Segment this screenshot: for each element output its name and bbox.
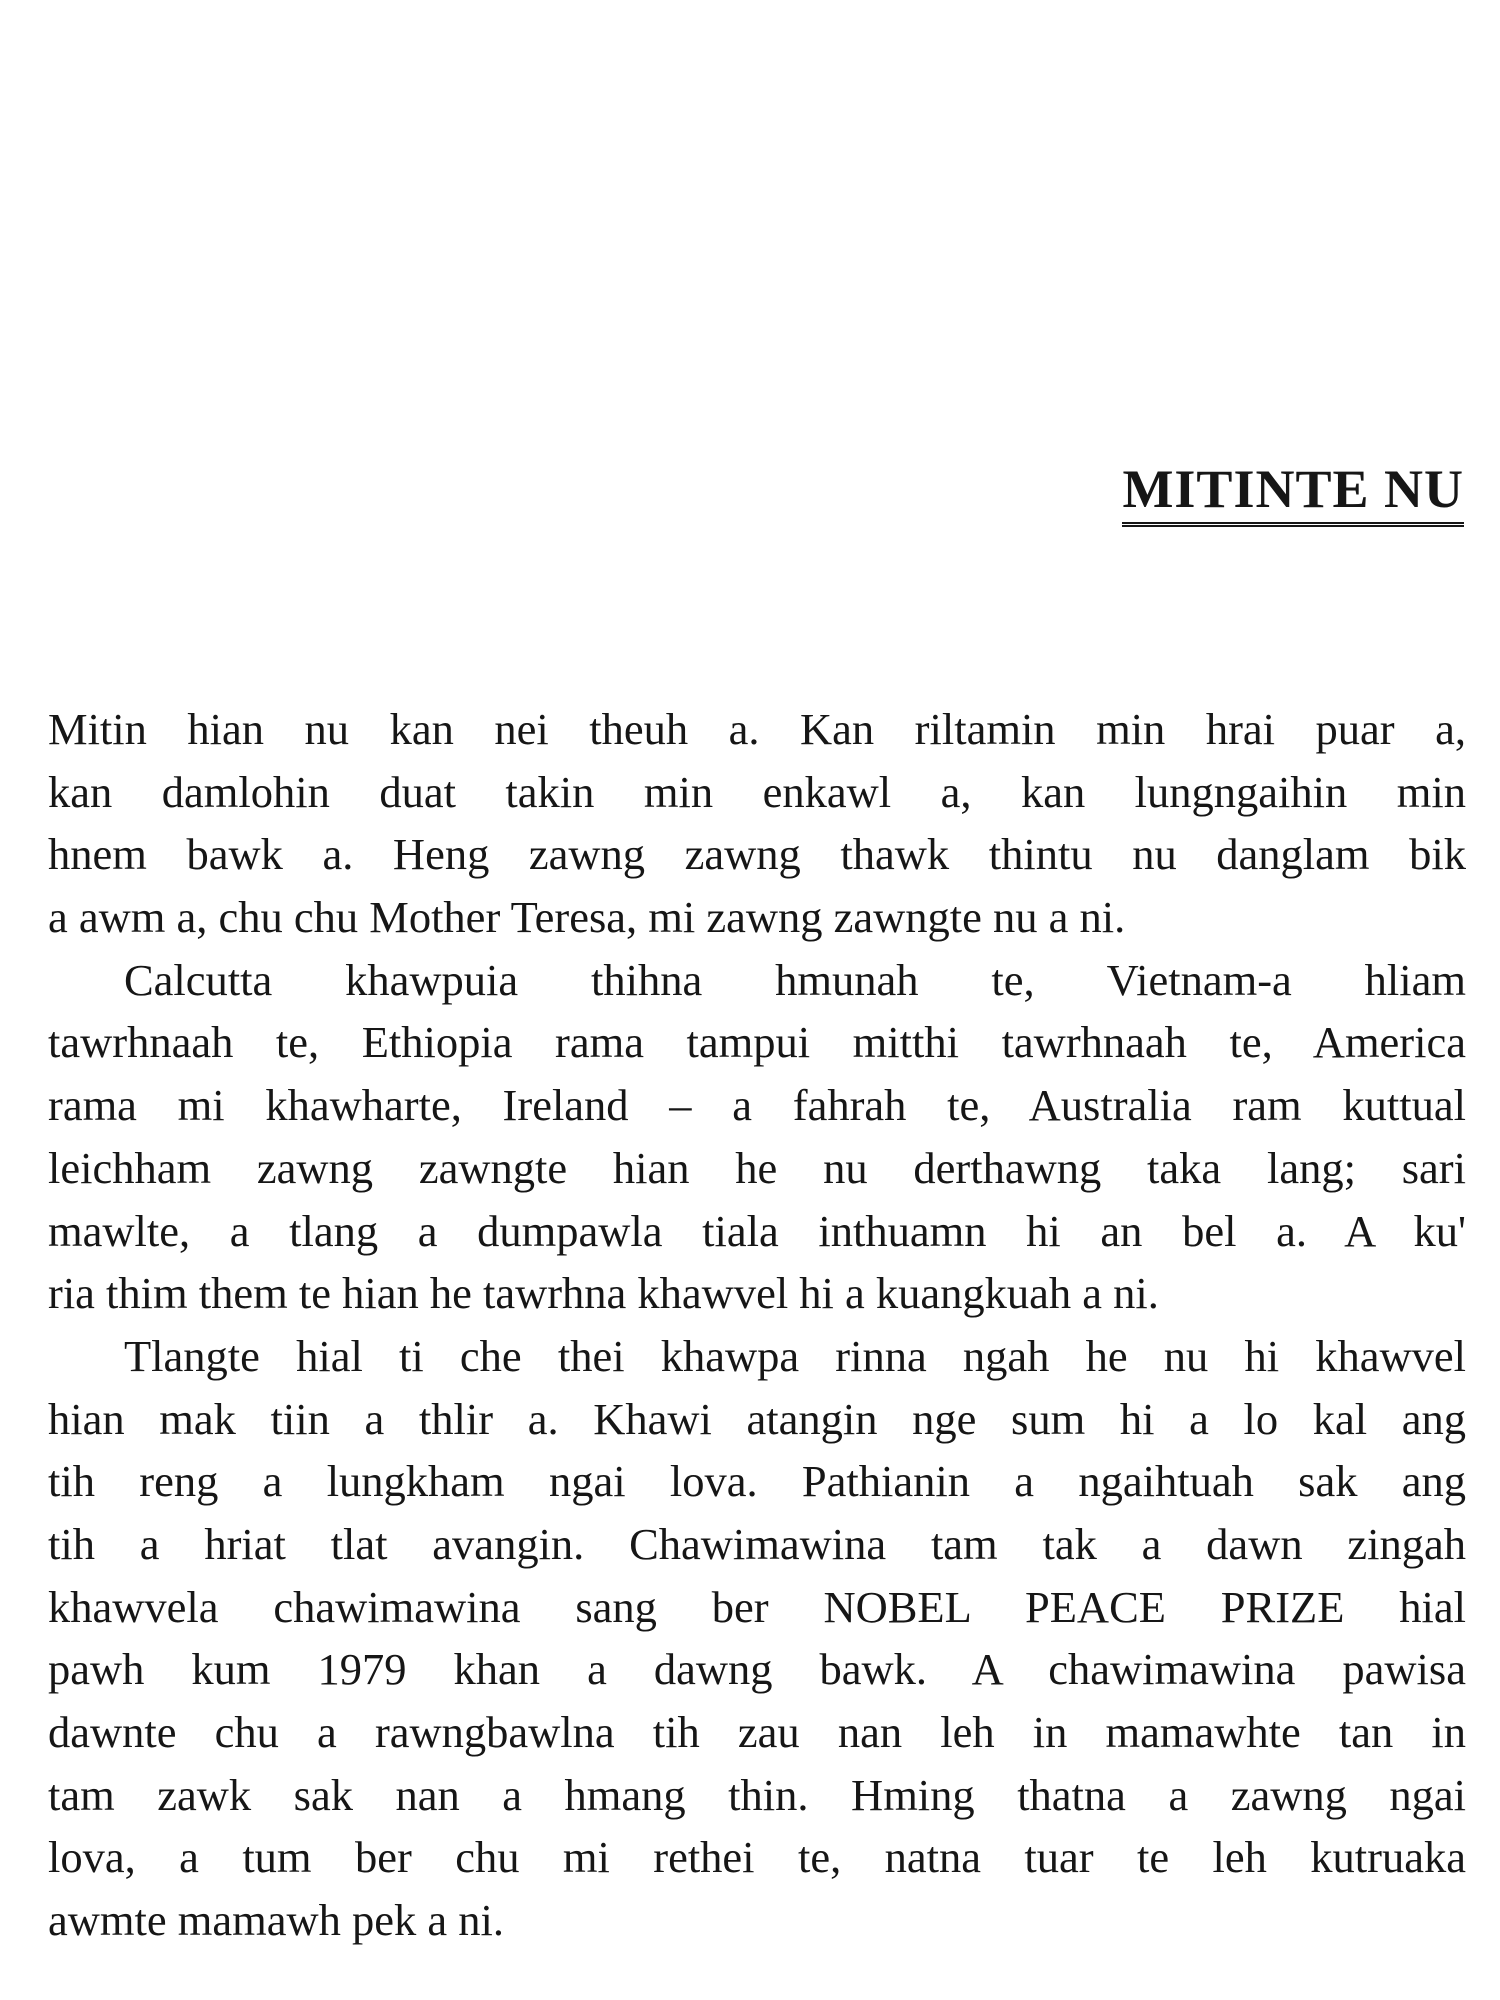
text-line: pawh kum 1979 khan a dawng bawk. A chawimawina pawisa [48, 1644, 1466, 1695]
text-line: khawvela chawimawina sang ber NOBEL PEACE PRIZE hial [48, 1581, 1466, 1632]
page-title: MITINTE NU [1122, 462, 1464, 527]
text-line: a awm a, chu chu Mother Teresa, mi zawng zawngte nu a ni. [48, 892, 1126, 943]
text-line: tam zawk sak nan a hmang thin. Hming thatna a zawng ngai [48, 1769, 1466, 1820]
text-line: awmte mamawh pek a ni. [48, 1895, 504, 1946]
text-line: ria thim them te hian he tawrhna khawvel hi a kuangkuah a ni. [48, 1268, 1159, 1319]
text-line: Calcutta khawpuia thihna hmunah te, Vietnam-a hliam [124, 954, 1466, 1005]
text-line: mawlte, a tlang a dumpawla tiala inthuamn hi an bel a. A ku' [48, 1205, 1466, 1256]
text-line: rama mi khawharte, Ireland – a fahrah te, Australia ram kuttual [48, 1080, 1466, 1131]
text-line: tawrhnaah te, Ethiopia rama tampui mitthi tawrhnaah te, America [48, 1017, 1466, 1068]
text-line: tih reng a lungkham ngai lova. Pathianin a ngaihtuah sak ang [48, 1456, 1466, 1507]
heading-container [1122, 459, 1464, 527]
text-line: dawnte chu a rawngbawlna tih zau nan leh in mamawhte tan in [48, 1707, 1466, 1757]
body-text [48, 698, 1466, 1952]
text-line: kan damlohin duat takin min enkawl a, kan lungngaihin min [48, 766, 1466, 817]
text-line: Mitin hian nu kan nei theuh a. Kan riltamin min hrai puar a, [48, 704, 1466, 754]
text-line: hian mak tiin a thlir a. Khawi atangin nge sum hi a lo kal ang [48, 1393, 1466, 1444]
text-line: leichham zawng zawngte hian he nu derthawng taka lang; sari [48, 1142, 1466, 1193]
text-line: lova, a tum ber chu mi rethei te, natna tuar te leh kutruaka [48, 1832, 1466, 1883]
text-line: Tlangte hial ti che thei khawpa rinna ngah he nu hi khawvel [124, 1330, 1466, 1381]
text-line: hnem bawk a. Heng zawng zawng thawk thintu nu danglam bik [48, 829, 1466, 880]
text-line: tih a hriat tlat avangin. Chawimawina tam tak a dawn zingah [48, 1518, 1466, 1569]
